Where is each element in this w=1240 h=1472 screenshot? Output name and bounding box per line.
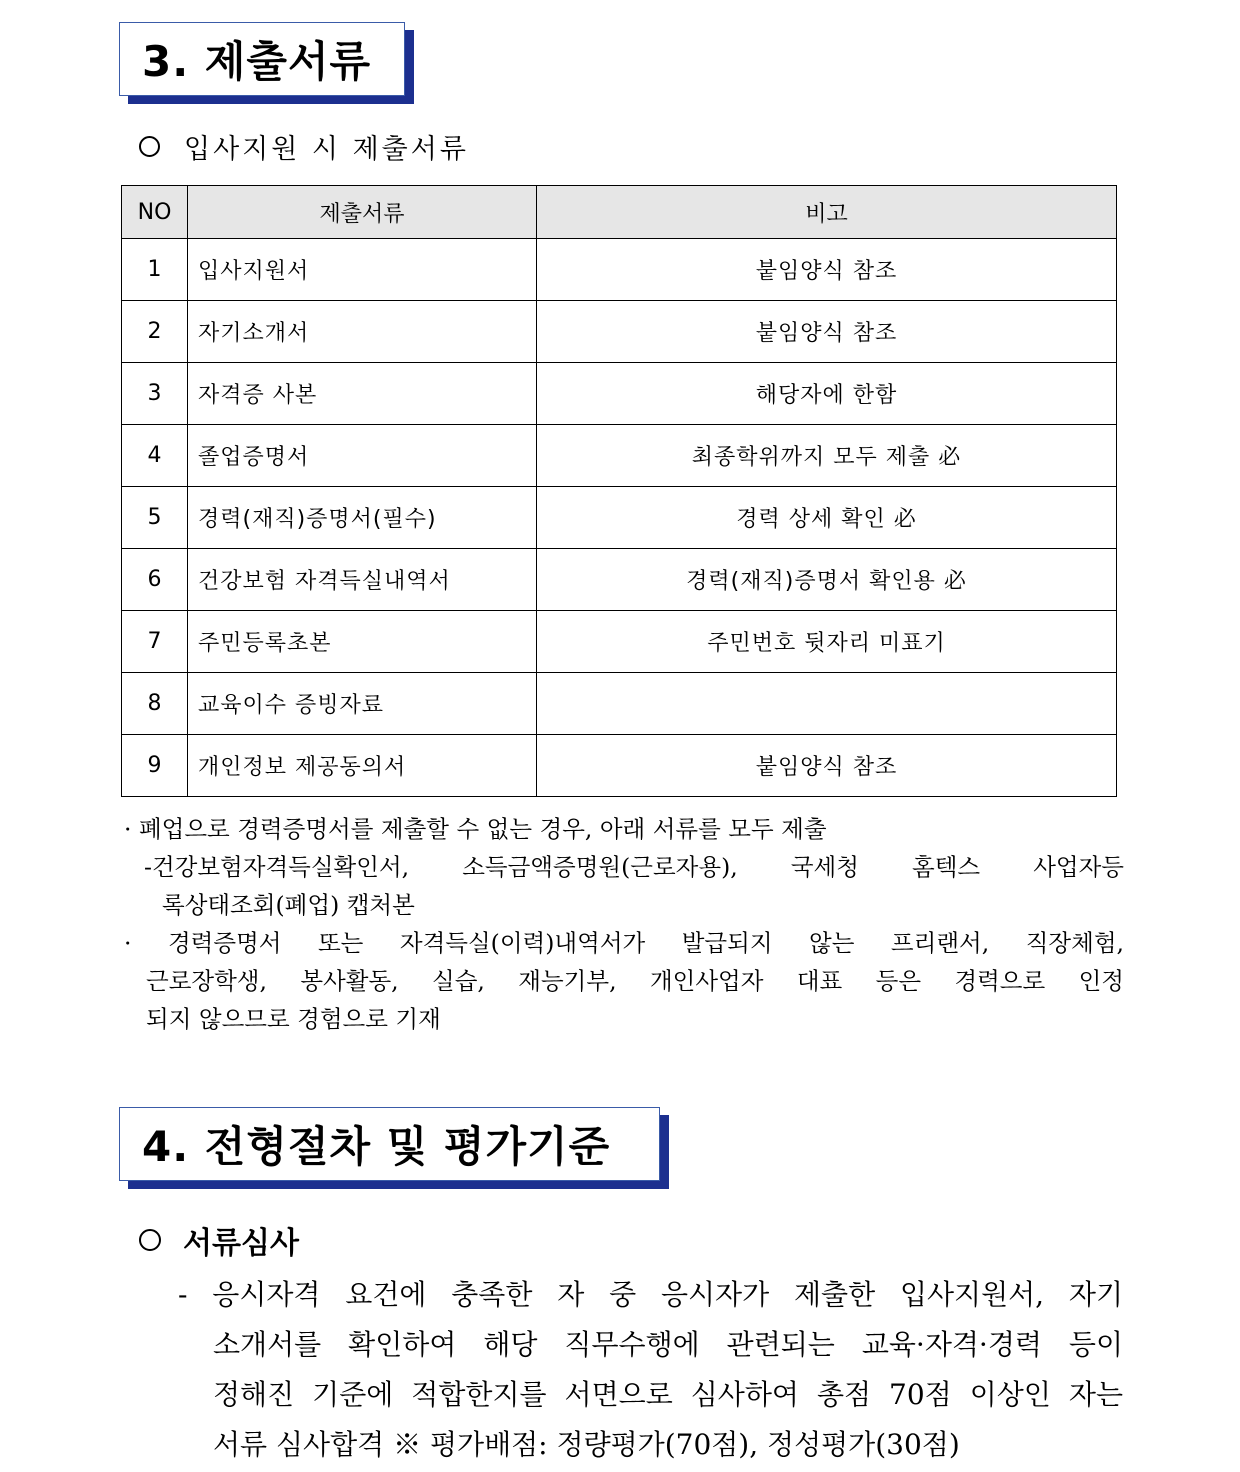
subheading-text: 서류심사	[183, 1226, 299, 1261]
row-document: 건강보험 자격득실내역서	[188, 549, 537, 611]
row-number: 3	[122, 363, 188, 425]
row-number: 9	[122, 735, 188, 797]
row-number: 5	[122, 487, 188, 549]
row-remark: 주민번호 뒷자리 미표기	[537, 611, 1117, 673]
row-number: 6	[122, 549, 188, 611]
body-line: 정해진 기준에 적합한지를 서면으로 심사하여 총점 70점 이상인 자는	[213, 1378, 1123, 1411]
table-row	[122, 425, 1117, 487]
row-remark: 해당자에 한함	[537, 363, 1117, 425]
note-line: · 폐업으로 경력증명서를 제출할 수 없는 경우, 아래 서류를 모두 제출	[124, 815, 827, 843]
row-remark: 경력 상세 확인 必	[537, 487, 1117, 549]
row-document: 개인정보 제공동의서	[188, 735, 537, 797]
body-line: - 응시자격 요건에 충족한 자 중 응시자가 제출한 입사지원서, 자기	[178, 1278, 1123, 1311]
header-no: NO	[122, 186, 188, 239]
row-remark: 붙임양식 참조	[537, 239, 1117, 301]
section-4-title: 4. 전형절차 및 평가기준	[142, 1122, 611, 1171]
row-remark: 붙임양식 참조	[537, 735, 1117, 797]
table-row	[122, 301, 1117, 363]
table-row	[122, 611, 1117, 673]
table-row	[122, 363, 1117, 425]
table-row	[122, 673, 1117, 735]
row-number: 4	[122, 425, 188, 487]
table-row	[122, 735, 1117, 797]
row-document: 자격증 사본	[188, 363, 537, 425]
circle-bullet-icon	[139, 136, 160, 157]
row-number: 1	[122, 239, 188, 301]
note-line: 록상태조회(폐업) 캡처본	[162, 891, 415, 919]
submission-documents-table	[121, 185, 1117, 797]
section-3-subheading	[139, 126, 469, 166]
row-document: 자기소개서	[188, 301, 537, 363]
body-line: 소개서를 확인하여 해당 직무수행에 관련되는 교육·자격·경력 등이	[213, 1328, 1123, 1361]
row-document: 졸업증명서	[188, 425, 537, 487]
table-row	[122, 487, 1117, 549]
note-line: 되지 않으므로 경험으로 기재	[146, 1005, 441, 1033]
section-4-subheading	[139, 1218, 299, 1262]
note-line: · 경력증명서 또는 자격득실(이력)내역서가 발급되지 않는 프리랜서, 직장체험,	[124, 929, 1124, 957]
note-line: -건강보험자격득실확인서, 소득금액증명원(근로자용), 국세청 홈텍스 사업자등	[144, 853, 1124, 881]
row-number: 2	[122, 301, 188, 363]
table-notes	[124, 810, 1124, 1038]
header-documents: 제출서류	[188, 186, 537, 239]
subheading-text: 입사지원 시 제출서류	[184, 133, 469, 165]
table-row	[122, 239, 1117, 301]
body-line: 서류 심사합격 ※ 평가배점: 정량평가(70점), 정성평가(30점)	[213, 1428, 960, 1461]
document-screening-description	[178, 1270, 1123, 1470]
row-remark: 붙임양식 참조	[537, 301, 1117, 363]
header-remarks: 비고	[537, 186, 1117, 239]
row-number: 8	[122, 673, 188, 735]
row-document: 입사지원서	[188, 239, 537, 301]
section-3-title-box	[119, 22, 405, 96]
row-document: 교육이수 증빙자료	[188, 673, 537, 735]
note-line: 근로장학생, 봉사활동, 실습, 재능기부, 개인사업자 대표 등은 경력으로 인정	[146, 967, 1124, 995]
section-4-title-box	[119, 1107, 660, 1181]
row-document: 주민등록초본	[188, 611, 537, 673]
row-remark: 경력(재직)증명서 확인용 必	[537, 549, 1117, 611]
row-number: 7	[122, 611, 188, 673]
table-row	[122, 549, 1117, 611]
row-remark: 최종학위까지 모두 제출 必	[537, 425, 1117, 487]
section-3-title: 3. 제출서류	[142, 37, 372, 86]
row-remark	[537, 673, 1117, 735]
circle-bullet-icon	[139, 1229, 161, 1251]
table-header-row	[122, 186, 1117, 239]
row-document: 경력(재직)증명서(필수)	[188, 487, 537, 549]
